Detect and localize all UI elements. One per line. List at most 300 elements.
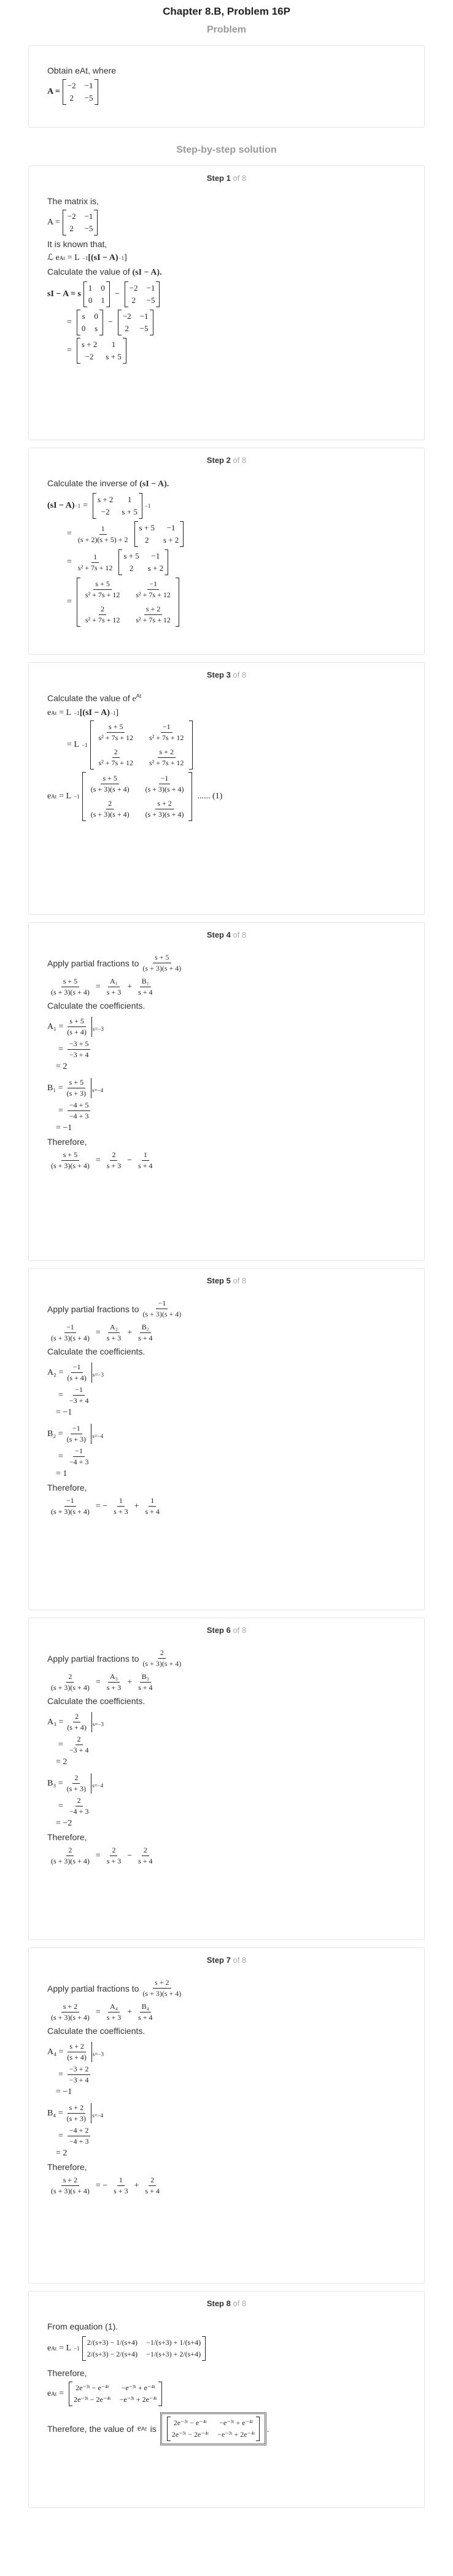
matrix-cell: s xyxy=(95,324,98,333)
operator: = xyxy=(95,1155,101,1165)
eq-sup: At xyxy=(51,2345,57,2352)
fraction xyxy=(49,1672,91,1692)
eq-sup: −1 xyxy=(74,793,80,800)
matrix-cell: 2e⁻³ᵗ − 2e⁻⁴ᵗ xyxy=(171,2430,209,2439)
equation xyxy=(47,977,406,997)
denominator: (s + 3)(s + 4) xyxy=(90,784,130,793)
problem-text: Obtain eAt, where xyxy=(47,66,117,75)
denominator: s + 3 xyxy=(106,1857,122,1865)
eq-sup: −1 xyxy=(74,709,80,716)
step-of-total: of 8 xyxy=(233,670,247,679)
fraction xyxy=(136,1846,154,1866)
step-of-total: of 8 xyxy=(233,2299,247,2308)
fraction xyxy=(144,1496,161,1516)
denominator: s + 4 xyxy=(138,1161,153,1170)
numerator: −3 + 2 xyxy=(68,2065,91,2075)
operator: + xyxy=(134,2180,139,2190)
matrix-cell: −1 xyxy=(84,212,93,221)
eval-point: s=−3 xyxy=(92,2050,104,2057)
denominator: s² + 7s + 12 xyxy=(98,733,134,742)
denominator: (s + 3)(s + 4) xyxy=(142,1659,182,1668)
matrix-cell: 0 xyxy=(94,311,98,321)
eq-lhs: sI − A = s xyxy=(47,289,81,299)
matrix-cell: s + 2 xyxy=(163,535,179,545)
eq-sup: −1 xyxy=(82,254,88,261)
eq-lhs: e xyxy=(47,791,52,801)
equation xyxy=(47,281,406,307)
numerator: −1 xyxy=(161,722,172,733)
eq-lhs: A₃ = xyxy=(47,1717,64,1727)
equation: = 2 xyxy=(56,2149,68,2158)
matrix-cell: 2 xyxy=(69,224,74,233)
fraction xyxy=(65,1078,88,1098)
eq-part: = L xyxy=(59,708,72,717)
text xyxy=(47,1648,406,1668)
matrix-cell: −2 xyxy=(67,81,76,90)
equation xyxy=(47,549,406,575)
fraction xyxy=(105,1323,123,1343)
equation: = −1 xyxy=(56,1123,72,1133)
text: Calculate the coefficients. xyxy=(47,1347,145,1356)
fraction xyxy=(144,799,186,819)
equation xyxy=(47,2103,406,2123)
numerator: −3 + 5 xyxy=(68,1039,91,1050)
matrix-cell: −5 xyxy=(146,296,155,305)
fraction xyxy=(65,1017,88,1037)
denominator: (s + 3)(s + 4) xyxy=(51,1857,90,1865)
denominator: (s + 3) xyxy=(66,1435,87,1443)
denominator: s + 4 xyxy=(138,1857,153,1865)
matrix xyxy=(93,493,142,519)
numerator: s + 2 xyxy=(61,2176,79,2186)
matrix-cell: −e⁻³ᵗ + e⁻⁴ᵗ xyxy=(219,2418,254,2427)
fraction xyxy=(141,953,183,973)
denominator: (s + 4) xyxy=(67,1723,87,1732)
operator: = xyxy=(95,1677,101,1687)
denominator: s² + 7s + 12 xyxy=(85,590,120,599)
denominator: s + 3 xyxy=(106,1334,122,1342)
eq-part: = L xyxy=(67,740,79,749)
fraction xyxy=(136,1672,154,1692)
step-title xyxy=(47,1626,406,1635)
fraction xyxy=(141,1648,183,1668)
equation xyxy=(47,521,406,547)
final-answer xyxy=(160,2412,267,2445)
matrix-cell: 2 xyxy=(131,296,136,305)
fraction xyxy=(49,1496,91,1516)
operator: = − xyxy=(95,1501,108,1511)
denominator: −3 + 4 xyxy=(69,2076,89,2084)
numerator: A₁ xyxy=(108,977,120,987)
eval-point: s=−3 xyxy=(92,1371,104,1378)
step-number: 8 xyxy=(226,2299,231,2308)
fraction xyxy=(83,579,122,600)
matrix-cell: s + 5 xyxy=(139,523,155,532)
text xyxy=(47,953,406,973)
numerator: 2 xyxy=(99,605,106,615)
matrix xyxy=(77,310,103,335)
inline-expr: e xyxy=(137,2424,142,2433)
numerator: −1 xyxy=(64,1496,76,1507)
step-number: 4 xyxy=(226,930,231,939)
text-part: Apply partial fractions to xyxy=(47,958,139,968)
numerator: A₄ xyxy=(108,2002,120,2012)
text-part: Apply partial fractions to xyxy=(47,1653,139,1664)
denominator: (s + 3)(s + 4) xyxy=(90,809,130,819)
denominator: s + 3 xyxy=(106,1161,122,1170)
eval-point: s=−3 xyxy=(92,1721,104,1727)
text: From equation (1). xyxy=(47,2322,118,2331)
operator: − xyxy=(107,318,113,327)
matrix-cell: −1 xyxy=(84,81,93,90)
equation xyxy=(47,1385,406,1405)
numerator: 2 xyxy=(72,1773,80,1784)
matrix xyxy=(118,549,168,575)
operator: = xyxy=(83,501,88,510)
numerator: 2 xyxy=(66,1846,74,1856)
fraction xyxy=(97,722,135,743)
operator: = xyxy=(58,1801,63,1811)
matrix-cell: 1 xyxy=(88,283,93,292)
denominator: −4 + 3 xyxy=(69,1807,89,1816)
fraction xyxy=(65,1424,88,1444)
fraction xyxy=(83,605,122,625)
step-of-total: of 8 xyxy=(233,1276,247,1285)
eq-lhs: B₂ = xyxy=(47,1429,63,1439)
problem-lhs: A = xyxy=(47,87,60,96)
step-title xyxy=(47,930,406,939)
text xyxy=(47,478,406,489)
matrix-cell: 0 xyxy=(101,283,105,292)
numerator: −1 xyxy=(147,579,159,590)
fraction xyxy=(65,1712,88,1732)
operator: = xyxy=(67,529,72,538)
fraction xyxy=(105,2002,123,2022)
denominator: (s + 3) xyxy=(66,1784,87,1793)
eq-part: ] xyxy=(124,253,127,262)
denominator: s + 4 xyxy=(138,988,153,996)
numerator: 2 xyxy=(106,799,114,809)
matrix xyxy=(82,772,193,821)
matrix-cell: 0 xyxy=(88,296,93,305)
matrix-cell: 1 xyxy=(101,296,105,305)
numerator: −1 xyxy=(71,1363,83,1373)
matrix-cell: −1 xyxy=(166,523,176,532)
equation xyxy=(47,338,406,364)
matrix-cell: −1 xyxy=(146,283,155,292)
step-5-card xyxy=(28,1268,425,1610)
matrix-cell: −e⁻³ᵗ + 2e⁻⁴ᵗ xyxy=(119,2395,157,2404)
matrix-cell: 2/(s+3) − 2/(s+4) xyxy=(87,2350,138,2358)
fraction xyxy=(65,1773,88,1794)
matrix xyxy=(118,310,153,335)
numerator: A₂ xyxy=(108,1323,120,1333)
denominator: (s + 4) xyxy=(67,1028,87,1036)
denominator: s² + 7s + 12 xyxy=(149,758,184,767)
denominator: s² + 7s + 12 xyxy=(85,616,120,624)
step-7-card xyxy=(28,1947,425,2284)
matrix-cell: −5 xyxy=(84,93,93,102)
numerator: −1 xyxy=(73,1447,85,1457)
denominator: −4 + 3 xyxy=(69,2137,89,2146)
matrix-cell: −1/(s+3) + 2/(s+4) xyxy=(146,2350,201,2358)
fraction xyxy=(68,1385,91,1405)
operator: = xyxy=(67,557,72,567)
denominator: (s + 4) xyxy=(67,1374,87,1382)
numerator: s + 5 xyxy=(101,774,118,784)
text: Calculate the coefficients. xyxy=(47,1001,145,1011)
fraction xyxy=(105,1846,123,1866)
fraction xyxy=(112,1496,130,1516)
denominator: (s + 3)(s + 4) xyxy=(51,1507,90,1516)
numerator: 1 xyxy=(91,552,99,563)
fraction xyxy=(141,1978,183,1998)
matrix xyxy=(167,2417,260,2441)
text-part: . xyxy=(266,2424,269,2434)
text xyxy=(47,267,406,278)
denominator: (s + 3)(s + 4) xyxy=(51,2187,90,2195)
fraction xyxy=(112,2176,130,2196)
step-title xyxy=(47,174,406,183)
text-part: Apply partial fractions to xyxy=(47,1983,139,1993)
text-part: Calculate the inverse of xyxy=(47,478,137,488)
fraction xyxy=(136,977,154,997)
numerator: B₃ xyxy=(140,1672,151,1683)
eq-lhs: A₂ = xyxy=(47,1367,64,1377)
numerator: 1 xyxy=(99,524,107,535)
numerator: s + 5 xyxy=(68,1078,85,1088)
operator: = xyxy=(67,597,72,606)
denominator: (s + 3) xyxy=(66,2114,87,2123)
text: It is known that, xyxy=(47,239,107,249)
fraction xyxy=(49,2176,91,2196)
matrix-cell: −e⁻³ᵗ + e⁻⁴ᵗ xyxy=(121,2383,155,2392)
eq-lhs: B₁ = xyxy=(47,1083,63,1093)
step-title xyxy=(47,670,406,679)
matrix-cell: −e⁻³ᵗ + 2e⁻⁴ᵗ xyxy=(217,2430,255,2439)
step-number: 6 xyxy=(226,1626,231,1635)
fraction xyxy=(76,552,114,573)
equation xyxy=(47,2382,406,2406)
matrix-cell: −2 xyxy=(67,212,76,221)
eq-part: = L xyxy=(59,2344,72,2353)
problem-heading: Problem xyxy=(206,25,246,35)
eq-part: [(sI − A) xyxy=(79,708,110,717)
equation xyxy=(47,253,406,263)
matrix-cell: 2e⁻³ᵗ − 2e⁻⁴ᵗ xyxy=(74,2395,111,2404)
operator: = xyxy=(95,2007,101,2017)
eq-sup: At xyxy=(141,2426,147,2432)
fraction xyxy=(49,2002,91,2022)
equation xyxy=(47,720,406,770)
denominator: s + 3 xyxy=(106,2013,122,2022)
text xyxy=(47,693,406,705)
eq-sup: At xyxy=(51,709,57,716)
equation: = 2 xyxy=(56,1062,68,1071)
step-6-card xyxy=(28,1618,425,1940)
numerator: s + 2 xyxy=(61,2002,79,2012)
operator: = xyxy=(58,1106,63,1115)
text-part: Calculate the value of xyxy=(47,267,130,277)
operator: = − xyxy=(95,2180,108,2190)
matrix-cell: s xyxy=(82,311,85,321)
eval-point: s=−4 xyxy=(92,2112,104,2119)
numerator: B₄ xyxy=(140,2002,151,2012)
numerator: s + 5 xyxy=(153,953,171,963)
denominator: −3 + 4 xyxy=(69,1396,89,1405)
matrix-cell: −1/(s+3) + 1/(s+4) xyxy=(146,2338,201,2347)
operator: = xyxy=(58,1451,63,1461)
equation xyxy=(47,772,406,821)
fraction xyxy=(65,2042,88,2062)
denominator: s² + 7s + 12 xyxy=(98,758,134,767)
numerator: s + 2 xyxy=(155,799,173,809)
matrix-cell: s + 2 xyxy=(81,340,98,349)
equation xyxy=(47,1078,406,1098)
denominator: (s + 3)(s + 4) xyxy=(145,784,184,793)
fraction xyxy=(144,774,186,794)
matrix xyxy=(77,578,179,627)
text-part: Therefore, the value of xyxy=(47,2424,134,2434)
evaluated-expr xyxy=(63,2103,91,2123)
denominator: −4 + 3 xyxy=(69,1458,89,1466)
denominator: s² + 7s + 12 xyxy=(136,616,171,624)
equation xyxy=(47,1735,406,1755)
equation xyxy=(47,1039,406,1060)
denominator: (s + 3)(s + 4) xyxy=(51,988,90,996)
text: Calculate the coefficients. xyxy=(47,2026,145,2036)
matrix-cell: s + 2 xyxy=(98,495,114,504)
fraction xyxy=(68,1735,91,1755)
numerator: 2 xyxy=(110,1846,117,1856)
step-of-total: of 8 xyxy=(233,1955,247,1965)
numerator: −1 xyxy=(73,1385,85,1396)
operator: = xyxy=(59,2389,64,2398)
operator: = xyxy=(58,1740,63,1749)
numerator: A₃ xyxy=(108,1672,120,1683)
denominator: s + 3 xyxy=(114,2187,128,2195)
fraction xyxy=(49,1323,91,1343)
eq-lhs: A = xyxy=(47,218,60,227)
eq-part: = L xyxy=(59,791,72,801)
denominator: (s + 3)(s + 4) xyxy=(142,1310,182,1318)
equation xyxy=(47,1323,406,1343)
text-part: is xyxy=(150,2424,157,2434)
fraction xyxy=(89,774,131,794)
denominator: (s + 3)(s + 4) xyxy=(142,1989,182,1998)
denominator: (s + 3)(s + 4) xyxy=(51,1161,90,1170)
text: Calculate the coefficients. xyxy=(47,1696,145,1706)
matrix-cell: s + 5 xyxy=(122,507,137,516)
text: Therefore, xyxy=(47,2368,87,2378)
eq-part: [(sI − A) xyxy=(88,253,118,262)
denominator: s + 4 xyxy=(138,1683,153,1692)
numerator: s + 5 xyxy=(93,579,111,590)
numerator: −1 xyxy=(71,1424,82,1434)
fraction xyxy=(68,1101,91,1121)
equation xyxy=(47,1712,406,1732)
operator: = xyxy=(67,318,72,327)
text-part: Apply partial fractions to xyxy=(47,1304,139,1314)
step-2-card xyxy=(28,448,425,655)
operator: − xyxy=(127,1155,133,1165)
operator: + xyxy=(134,1501,139,1511)
eq-lhs: A₄ = xyxy=(47,2047,64,2057)
matrix-cell: 2 xyxy=(69,93,74,102)
numerator: 2 xyxy=(76,1735,83,1745)
denominator: s + 4 xyxy=(138,1334,153,1342)
inline-expr: e xyxy=(132,694,136,704)
operator: + xyxy=(127,1677,133,1687)
equation xyxy=(47,1672,406,1692)
numerator: 2 xyxy=(112,747,120,758)
step-number: 2 xyxy=(226,456,231,465)
fraction xyxy=(65,2103,88,2123)
equation: = 2 xyxy=(56,1757,68,1767)
text: Therefore, xyxy=(47,1832,87,1842)
eval-point: s=−4 xyxy=(92,1087,104,1093)
matrix-cell: 2 xyxy=(144,535,149,545)
denominator: s² + 7s + 12 xyxy=(149,733,184,742)
matrix xyxy=(83,281,110,307)
denominator: (s + 4) xyxy=(67,2053,87,2062)
numerator: 2 xyxy=(73,1712,80,1722)
evaluated-expr xyxy=(63,1017,91,1037)
problem-card xyxy=(28,45,425,128)
text xyxy=(47,1978,406,1998)
fraction xyxy=(65,1363,88,1383)
eq-sup: −1 xyxy=(81,741,88,748)
text: Therefore, xyxy=(47,1137,87,1147)
denominator: s + 4 xyxy=(138,2013,153,2022)
step-8-card xyxy=(28,2291,425,2508)
fraction xyxy=(49,1846,91,1866)
fraction xyxy=(89,799,131,819)
equation xyxy=(47,708,406,718)
fraction xyxy=(136,1323,154,1343)
eq-sup: At xyxy=(51,793,57,800)
denominator: s + 3 xyxy=(106,1683,122,1692)
evaluated-expr xyxy=(63,1773,91,1794)
numerator: −1 xyxy=(64,1323,76,1333)
chapter-title: Chapter 8.B, Problem 16P xyxy=(163,6,290,17)
matrix xyxy=(90,720,193,770)
eq-part: = L xyxy=(67,253,80,262)
inline-expr: (sI − A). xyxy=(139,480,169,489)
equation xyxy=(47,1496,406,1516)
step-number: 7 xyxy=(226,1955,231,1965)
fraction xyxy=(147,747,185,768)
eq-sup: −1 xyxy=(74,503,81,509)
numerator: 1 xyxy=(117,1496,125,1507)
operator: = xyxy=(58,2131,63,2141)
evaluated-expr xyxy=(63,1363,91,1383)
text: Therefore, xyxy=(47,1483,87,1492)
fraction xyxy=(68,2126,91,2146)
numerator: s + 5 xyxy=(61,977,79,987)
step-word: Step xyxy=(206,456,224,465)
denominator: s + 4 xyxy=(145,1507,160,1516)
matrix-cell: s + 5 xyxy=(106,352,122,361)
equation xyxy=(47,2176,406,2196)
step-word: Step xyxy=(206,1276,224,1285)
denominator: s + 4 xyxy=(145,2187,160,2195)
denominator: (s + 3)(s + 4) xyxy=(51,1683,90,1692)
matrix-cell: −2 xyxy=(85,352,94,361)
equation xyxy=(47,2065,406,2085)
equation xyxy=(47,1101,406,1121)
equation xyxy=(47,1424,406,1444)
